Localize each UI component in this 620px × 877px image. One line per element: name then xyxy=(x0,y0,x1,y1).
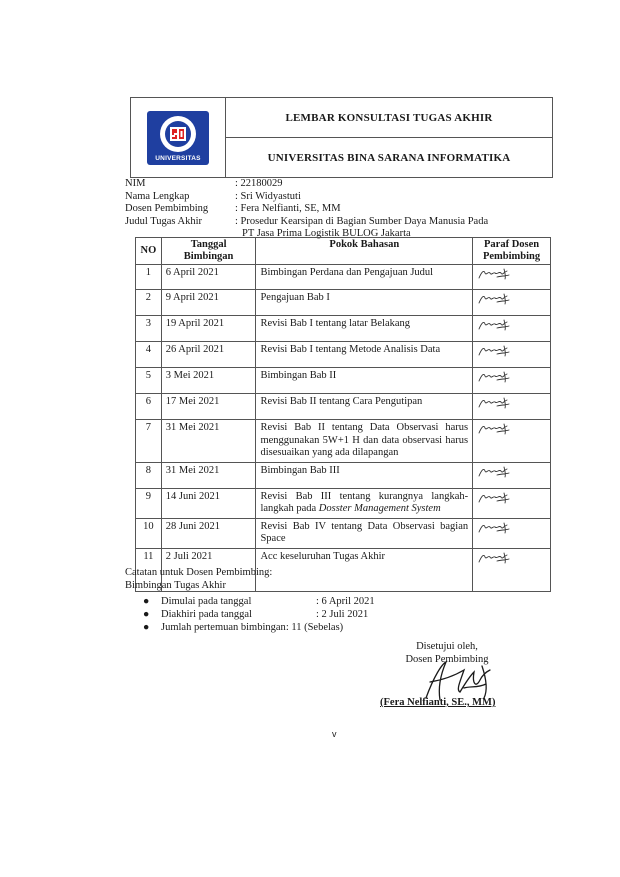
row-date: 28 Juni 2021 xyxy=(161,518,256,548)
university-name: UNIVERSITAS BINA SARANA INFORMATIKA xyxy=(226,137,552,177)
table-row xyxy=(136,368,551,394)
row-date: 26 April 2021 xyxy=(161,342,256,368)
logo-emblem-icon xyxy=(158,114,198,154)
paraf-signature-icon xyxy=(477,344,511,358)
bullet-icon: ● xyxy=(143,609,150,620)
row-topic: Bimbingan Bab III xyxy=(256,462,473,488)
logo-cell xyxy=(131,98,226,177)
row-topic: Revisi Bab II tentang Data Observasi harus menggunakan 5W+1 H dan data observasi harus disesuaikan yang ada dilapangan xyxy=(256,420,473,463)
row-sign xyxy=(473,548,551,591)
row-no: 9 xyxy=(136,488,162,518)
paraf-signature-icon xyxy=(477,267,511,281)
name-value: : Sri Widyastuti xyxy=(235,190,301,202)
row-no: 3 xyxy=(136,316,162,342)
row-sign xyxy=(473,488,551,518)
row-topic xyxy=(256,488,473,518)
paraf-signature-icon xyxy=(477,465,511,479)
row-topic: Revisi Bab I tentang latar Belakang xyxy=(256,316,473,342)
paraf-signature-icon xyxy=(477,491,511,505)
row-date: 6 April 2021 xyxy=(161,265,256,290)
table-header-row xyxy=(136,238,551,265)
row-date: 31 Mei 2021 xyxy=(161,420,256,463)
header-sign-line-2: Pembimbing xyxy=(482,251,541,262)
row-no: 4 xyxy=(136,342,162,368)
row-date: 3 Mei 2021 xyxy=(161,368,256,394)
bullet-value: : 2 Juli 2021 xyxy=(316,609,369,620)
row-no: 5 xyxy=(136,368,162,394)
student-info xyxy=(125,178,545,241)
row-topic: Revisi Bab I tentang Metode Analisis Data xyxy=(256,342,473,368)
row-topic: Pengajuan Bab I xyxy=(256,290,473,316)
thesis-value-line-1: : Prosedur Kearsipan di Bagian Sumber Daya Manusia Pada xyxy=(235,215,489,227)
row-topic: Acc keseluruhan Tugas Akhir xyxy=(256,548,473,591)
page-number: v xyxy=(332,729,337,739)
row-sign xyxy=(473,518,551,548)
bullet-label: Diakhiri pada tanggal xyxy=(161,609,252,620)
row-date: 19 April 2021 xyxy=(161,316,256,342)
bullet-icon: ● xyxy=(143,596,150,607)
table-row xyxy=(136,290,551,316)
bullet-value: : 11 (Sebelas) xyxy=(285,622,344,633)
paraf-signature-icon xyxy=(477,422,511,436)
advisor-value: : Fera Nelfianti, SE, MM xyxy=(235,203,341,214)
header-topic: Pokok Bahasan xyxy=(256,238,473,265)
table-row xyxy=(136,316,551,342)
signer-name: (Fera Nelfianti, SE., MM) xyxy=(380,697,496,708)
row-no: 1 xyxy=(136,265,162,290)
info-row-advisor xyxy=(125,203,545,216)
row-date: 2 Juli 2021 xyxy=(161,548,256,591)
header-date xyxy=(161,238,256,265)
row-date: 17 Mei 2021 xyxy=(161,394,256,420)
row-no: 2 xyxy=(136,290,162,316)
row-topic-emphasis: Dosster Management System xyxy=(318,503,441,514)
row-topic: Bimbingan Bab II xyxy=(256,368,473,394)
row-topic: Revisi Bab IV tentang Data Observasi bagian Space xyxy=(256,518,473,548)
advisor-label: Dosen Pembimbing xyxy=(125,203,209,214)
info-row-name xyxy=(125,191,545,204)
advisor-notes xyxy=(125,567,375,634)
paraf-signature-icon xyxy=(477,521,511,535)
row-topic-text: Revisi Bab III tentang kurangnya langkah-langkah pada xyxy=(260,490,469,514)
table-row xyxy=(136,462,551,488)
paraf-signature-icon xyxy=(477,370,511,384)
paraf-signature-icon xyxy=(477,396,511,410)
list-item xyxy=(143,595,375,608)
row-topic: Bimbingan Perdana dan Pengajuan Judul xyxy=(256,265,473,290)
bullet-icon: ● xyxy=(143,622,150,633)
header-date-line-1: Tanggal xyxy=(190,239,227,250)
thesis-label: Judul Tugas Akhir xyxy=(125,215,203,227)
row-date: 31 Mei 2021 xyxy=(161,462,256,488)
row-topic: Revisi Bab II tentang Cara Pengutipan xyxy=(256,394,473,420)
bullet-label: Dimulai pada tanggal xyxy=(161,596,252,607)
university-logo xyxy=(147,111,209,165)
row-date: 14 Juni 2021 xyxy=(161,488,256,518)
row-date: 9 April 2021 xyxy=(161,290,256,316)
header-no: NO xyxy=(136,238,162,265)
name-label: Nama Lengkap xyxy=(125,190,190,202)
row-no: 8 xyxy=(136,462,162,488)
thesis-value-line-2: PT Jasa Prima Logistik BULOG Jakarta xyxy=(242,228,411,239)
nim-value: : 22180029 xyxy=(235,178,283,189)
paraf-signature-icon xyxy=(477,551,511,565)
row-no: 10 xyxy=(136,518,162,548)
consultation-table xyxy=(135,237,551,592)
row-sign xyxy=(473,394,551,420)
list-item xyxy=(143,608,375,621)
row-no: 7 xyxy=(136,420,162,463)
table-row xyxy=(136,394,551,420)
info-row-nim xyxy=(125,178,545,191)
approval-line-1: Disetujui oleh, xyxy=(416,641,478,652)
notes-subheading: Bimbingan Tugas Akhir xyxy=(125,579,226,591)
paraf-signature-icon xyxy=(477,318,511,332)
header-box xyxy=(130,97,553,178)
bullet-label: Jumlah pertemuan bimbingan xyxy=(161,622,286,633)
row-sign xyxy=(473,342,551,368)
row-no: 11 xyxy=(136,548,162,591)
header-date-line-2: Bimbingan xyxy=(183,251,234,262)
table-row xyxy=(136,488,551,518)
table-row xyxy=(136,518,551,548)
header-sign-line-1: Paraf Dosen xyxy=(484,239,540,250)
row-sign xyxy=(473,316,551,342)
row-sign xyxy=(473,420,551,463)
notes-list xyxy=(125,595,375,634)
header-sign xyxy=(473,238,551,265)
table-row xyxy=(136,265,551,290)
row-sign xyxy=(473,368,551,394)
table-row xyxy=(136,420,551,463)
paraf-signature-icon xyxy=(477,292,511,306)
title-cell xyxy=(226,98,552,177)
logo-text: UNIVERSITAS xyxy=(155,154,201,162)
row-sign xyxy=(473,290,551,316)
notes-heading: Catatan untuk Dosen Pembimbing: xyxy=(125,567,273,578)
row-sign xyxy=(473,265,551,290)
row-no: 6 xyxy=(136,394,162,420)
document-title: LEMBAR KONSULTASI TUGAS AKHIR xyxy=(285,111,493,124)
nim-label: NIM xyxy=(125,178,146,189)
list-item xyxy=(143,621,375,634)
row-sign xyxy=(473,462,551,488)
table-row xyxy=(136,342,551,368)
approval-line-2: Dosen Pembimbing xyxy=(405,654,489,665)
bullet-value: : 6 April 2021 xyxy=(316,596,375,607)
